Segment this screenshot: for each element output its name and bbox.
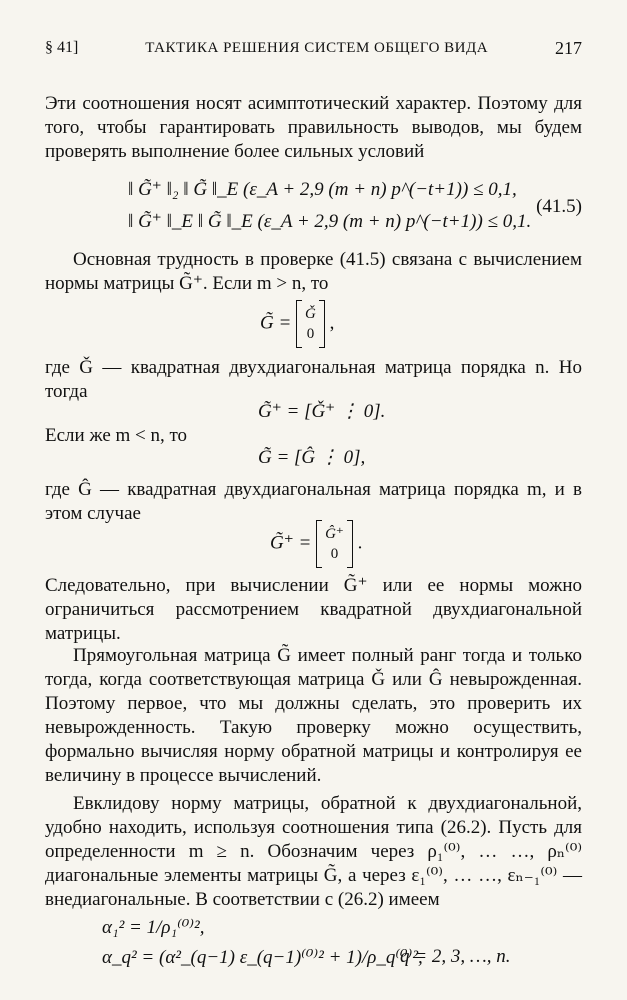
paragraph-1: Эти соотношения носят асимптотический характер. Поэтому для того, чтобы гарантировать правильность выводов, мы будем проверять выполнение более сильных условий xyxy=(45,93,582,162)
paragraph-6: Следовательно, при вычислении G̃⁺ или ее нормы можно ограничиться рассмотрением квадратной двухдиагональной матрицы. xyxy=(45,575,582,644)
running-title: ТАКТИКА РЕШЕНИЯ СИСТЕМ ОБЩЕГО ВИДА xyxy=(145,39,489,56)
matrix-G xyxy=(296,300,325,348)
equation-alpha-q: α_q² = (α²_(q−1) ε_(q−1)⁽⁰⁾² + 1)/ρ_q⁽⁰⁾², xyxy=(102,947,423,968)
equation-41-5-line-2: ‖ G̃⁺ ‖_E ‖ G̃ ‖_E (ε_A + 2,9 (m + n) p^(−t+1)) ≤ 0,1. xyxy=(128,211,532,232)
page-number: 217 xyxy=(554,37,582,58)
section-ref: § 41] xyxy=(45,39,79,56)
matrix-G-plus-top: Ĝ⁺ xyxy=(325,526,344,542)
matrix-G-plus-bottom: 0 xyxy=(330,546,339,562)
paragraph-3: где Ǧ — квадратная двухдиагональная матрица порядка n. Но тогда xyxy=(45,357,582,402)
equation-G-lhs: G̃ = xyxy=(260,312,292,334)
equation-G-plus-2-block xyxy=(270,520,362,568)
paragraph-2: Основная трудность в проверке (41.5) связана с вычислением нормы матрицы G̃⁺. Если m > n, то xyxy=(45,249,582,294)
paragraph-4: Если же m < n, то xyxy=(45,425,188,446)
right-bracket xyxy=(319,300,325,348)
equation-41-5-line-1: ‖ G̃⁺ ‖₂ ‖ G̃ ‖_E (ε_A + 2,9 (m + n) p^(−t+1)) ≤ 0,1, xyxy=(128,179,517,200)
paragraph-8: Евклидову норму матрицы, обратной к двухдиагональной, удобно находить, используя соотношения типа (26.2). Пусть для определенности m ≥ n. Обозначим через ρ₁⁽⁰⁾, … …, ρₙ⁽⁰⁾ диагональные элементы матрицы G̃, а через ε₁⁽⁰⁾, … …, εₙ₋₁⁽⁰⁾ — внедиагональные. В соответствии с (26.2) имеем xyxy=(45,793,582,910)
equation-G-2: G̃ = [Ĝ ⋮ 0], xyxy=(258,447,366,468)
matrix-G-plus xyxy=(316,520,353,568)
equation-G-block xyxy=(260,300,334,348)
paragraph-7: Прямоугольная матрица G̃ имеет полный ранг тогда и только тогда, когда соответствующая матрица Ǧ или Ĝ невырожденная. Поэтому первое, что мы должны сделать, это проверить их невырожденность. Такую проверку можно осуществить, формально вычисляя норму обратной матрицы и контролируя ее величину в процессе вычислений. xyxy=(45,645,582,786)
equation-G-plus-2-tail: . xyxy=(357,532,363,554)
matrix-G-top: Ǧ xyxy=(305,306,316,322)
equation-G-plus-2-lhs: G̃⁺ = xyxy=(270,532,312,554)
right-bracket xyxy=(347,520,353,568)
equation-alpha-1: α₁² = 1/ρ₁⁽⁰⁾², xyxy=(102,917,205,938)
equation-G-tail: , xyxy=(329,312,335,334)
matrix-G-bottom: 0 xyxy=(306,326,315,342)
equation-number-41-5: (41.5) xyxy=(536,196,582,217)
equation-G-plus-1: G̃⁺ = [Ǧ⁺ ⋮ 0]. xyxy=(258,401,386,422)
equation-alpha-q-range: q = 2, 3, …, n. xyxy=(400,946,511,967)
page-header xyxy=(45,36,582,60)
paragraph-5: где Ĝ — квадратная двухдиагональная матрица порядка m, и в этом случае xyxy=(45,479,582,524)
